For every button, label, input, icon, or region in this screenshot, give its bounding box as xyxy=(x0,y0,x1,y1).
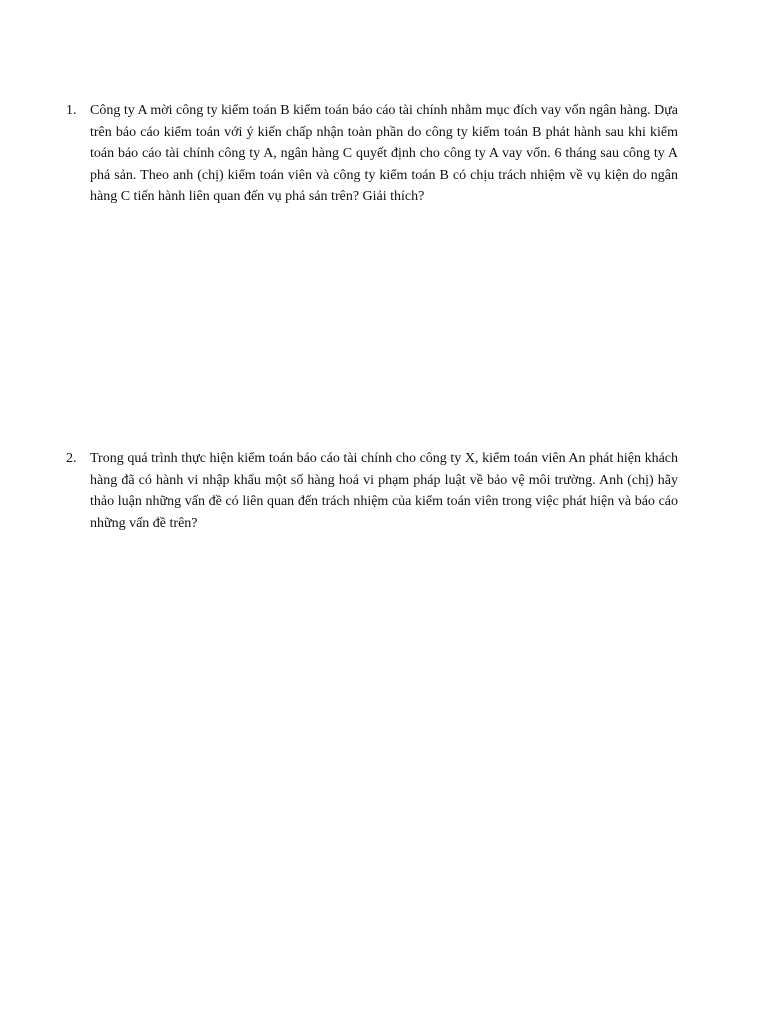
question-1 xyxy=(66,100,678,208)
question-number: 2. xyxy=(66,451,77,466)
question-text: Trong quá trình thực hiện kiểm toán báo cáo tài chính cho công ty X, kiểm toán viên An phát hiện khách hàng đã có hành vi nhập khẩu một số hàng hoá vi phạm pháp luật về bảo vệ môi trường. Anh (chị) hãy thảo luận những vấn đề có liên quan đến trách nhiệm của kiểm toán viên trong việc phát hiện và báo cáo những vấn đề trên? xyxy=(90,451,678,531)
question-number: 1. xyxy=(66,103,77,118)
question-text: Công ty A mời công ty kiểm toán B kiểm toán báo cáo tài chính nhằm mục đích vay vốn ngân hàng. Dựa trên báo cáo kiểm toán với ý kiến chấp nhận toàn phần do công ty kiểm toán B phát hành sau khi kiểm toán báo cáo tài chính công ty A, ngân hàng C quyết định cho công ty A vay vốn. 6 tháng sau công ty A phá sản. Theo anh (chị) kiểm toán viên và công ty kiểm toán B có chịu trách nhiệm về vụ kiện do ngân hàng C tiến hành liên quan đến vụ phá sản trên? Giải thích? xyxy=(90,103,678,204)
question-2 xyxy=(66,448,678,534)
